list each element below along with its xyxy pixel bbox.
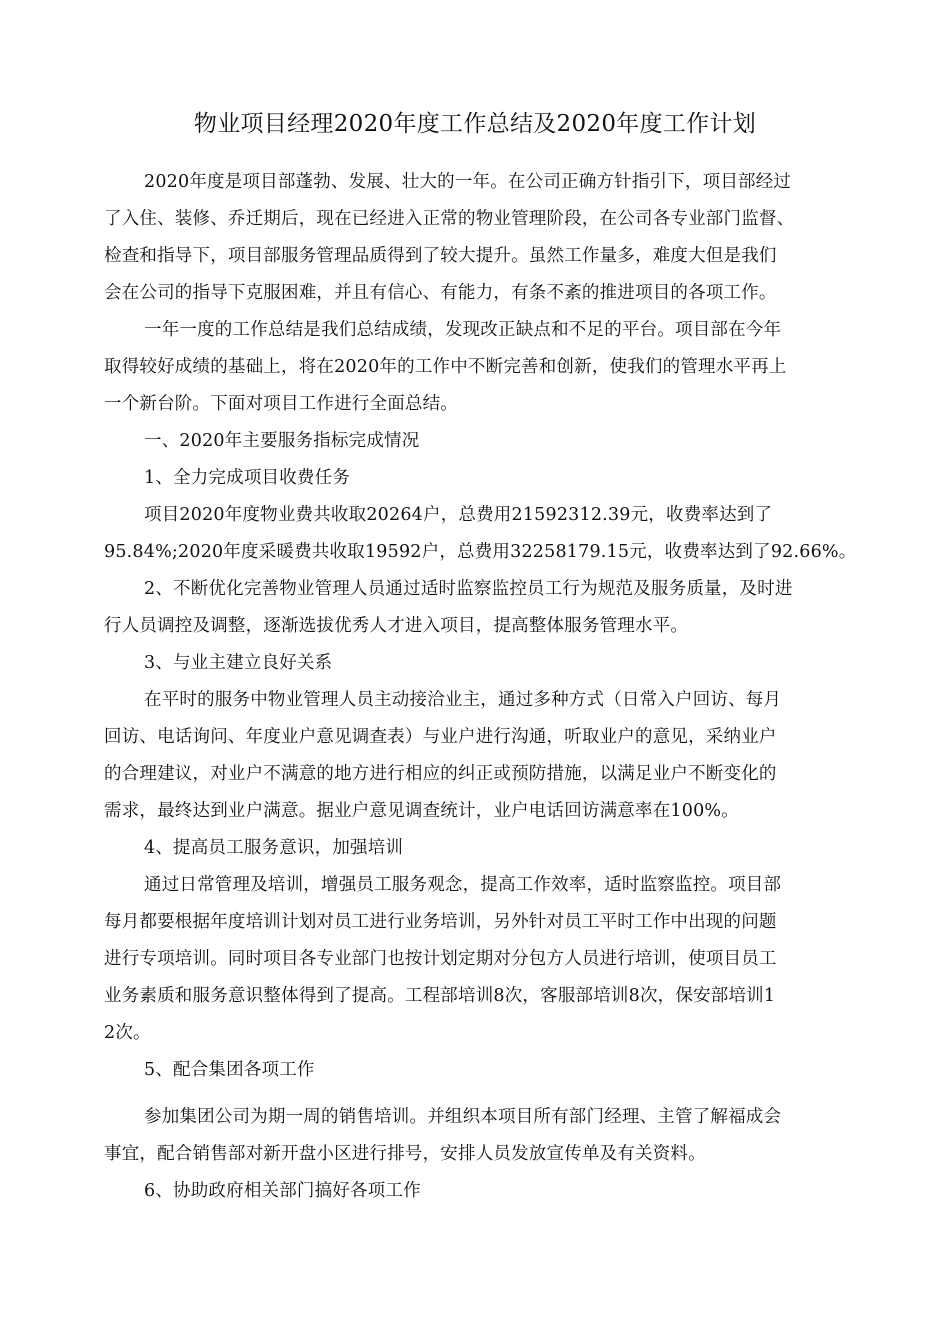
text-line: 一、2020年主要服务指标完成情况 xyxy=(144,431,420,451)
text-line: 2020年度是项目部蓬勃、发展、壮大的一年。在公司正确方针指引下，项目部经过 xyxy=(144,172,792,192)
text-line: 在平时的服务中物业管理人员主动接洽业主，通过多种方式（日常入户回访、每月 xyxy=(144,690,782,710)
text-line: 会在公司的指导下克服困难，并且有信心、有能力，有条不紊的推进项目的各项工作。 xyxy=(104,283,777,303)
text-line: 每月都要根据年度培训计划对员工进行业务培训，另外针对员工平时工作中出现的问题 xyxy=(104,912,777,932)
summary-paragraph xyxy=(104,312,856,423)
text-line: 95.84%;2020年度采暖费共收取19592户，总费用32258179.15元，收费率达到了92.66%。 xyxy=(104,542,857,562)
text-line: 5、配合集团各项工作 xyxy=(144,1060,315,1080)
document-body xyxy=(104,164,856,1210)
text-line: 通过日常管理及培训，增强员工服务观念，提高工作效率，适时监察监控。项目部 xyxy=(144,875,782,895)
section-heading-1 xyxy=(104,423,856,460)
item-heading-1 xyxy=(104,460,856,497)
text-line: 回访、电话询问、年度业户意见调查表）与业户进行沟通，听取业户的意见，采纳业户 xyxy=(104,727,777,747)
text-line: 的合理建议，对业户不满意的地方进行相应的纠正或预防措施，以满足业户不断变化的 xyxy=(104,764,777,784)
text-line: 事宜，配合销售部对新开盘小区进行排号，安排人员发放宣传单及有关资料。 xyxy=(104,1144,706,1164)
document-title: 物业项目经理2020年度工作总结及2020年度工作计划 xyxy=(193,111,757,137)
text-line: 1、全力完成项目收费任务 xyxy=(144,468,351,488)
text-line: 一个新台阶。下面对项目工作进行全面总结。 xyxy=(104,394,458,414)
text-line: 4、提高员工服务意识，加强培训 xyxy=(144,838,404,858)
text-line: 一年一度的工作总结是我们总结成绩，发现改正缺点和不足的平台。项目部在今年 xyxy=(144,320,782,340)
text-line: 6、协助政府相关部门搞好各项工作 xyxy=(144,1181,421,1201)
text-line: 2、不断优化完善物业管理人员通过适时监察监控员工行为规范及服务质量，及时进 xyxy=(144,579,793,599)
text-line: 需求，最终达到业户满意。据业户意见调查统计，业户电话回访满意率在100%。 xyxy=(104,801,739,821)
group-work-paragraph xyxy=(104,1099,856,1173)
intro-paragraph xyxy=(104,164,856,312)
text-line: 取得较好成绩的基础上，将在2020年的工作中不断完善和创新，使我们的管理水平再上 xyxy=(104,357,787,377)
item-heading-3 xyxy=(104,645,856,682)
text-line: 3、与业主建立良好关系 xyxy=(144,653,333,673)
text-line: 项目2020年度物业费共收取20264户，总费用21592312.39元，收费率达到了 xyxy=(144,505,773,525)
training-paragraph xyxy=(104,867,856,1052)
item-2-paragraph xyxy=(104,571,856,645)
item-heading-5 xyxy=(104,1052,856,1089)
text-line: 行人员调控及调整，逐渐选拔优秀人才进入项目，提高整体服务管理水平。 xyxy=(104,616,689,636)
fee-paragraph xyxy=(104,497,856,571)
text-line: 业务素质和服务意识整体得到了提高。工程部培训8次，客服部培训8次，保安部培训1 xyxy=(104,986,776,1006)
text-line: 了入住、装修、乔迁期后，现在已经进入正常的物业管理阶段，在公司各专业部门监督、 xyxy=(104,209,795,229)
item-heading-6 xyxy=(104,1173,856,1210)
text-line: 参加集团公司为期一周的销售培训。并组织本项目所有部门经理、主管了解福成会 xyxy=(144,1107,782,1127)
text-line: 检查和指导下，项目部服务管理品质得到了较大提升。虽然工作量多，难度大但是我们 xyxy=(104,246,777,266)
item-heading-4 xyxy=(104,830,856,867)
text-line: 2次。 xyxy=(104,1023,151,1043)
text-line: 进行专项培训。同时项目各专业部门也按计划定期对分包方人员进行培训，使项目员工 xyxy=(104,949,777,969)
owner-relations-paragraph xyxy=(104,682,856,830)
